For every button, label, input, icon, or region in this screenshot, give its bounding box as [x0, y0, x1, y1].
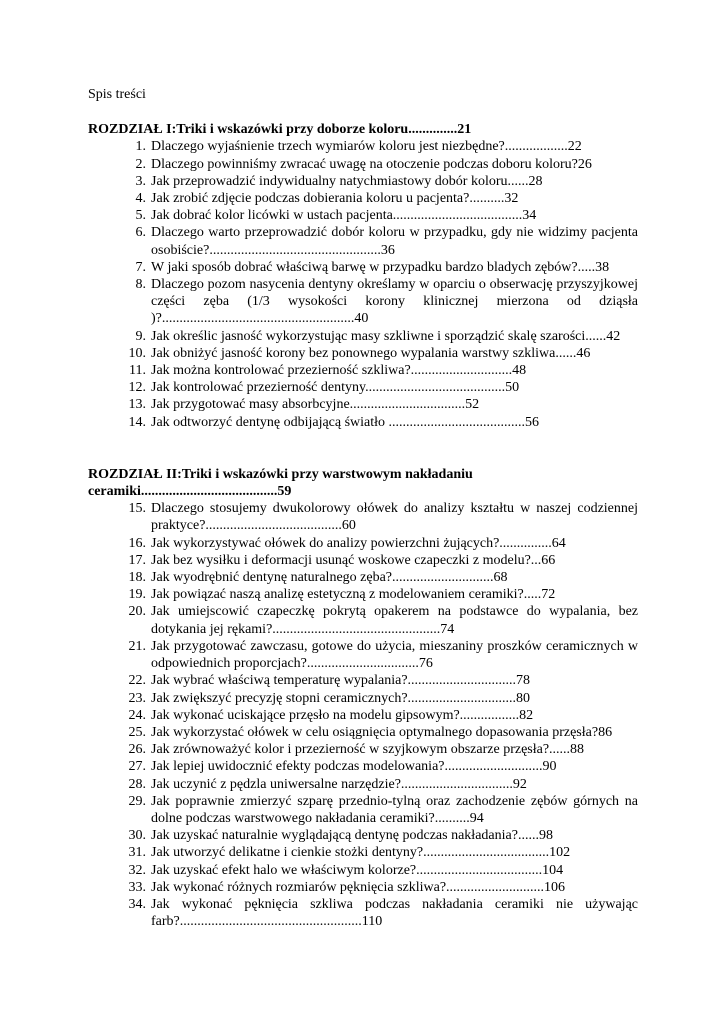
toc-item-number: 32. [128, 862, 146, 878]
toc-item [88, 690, 638, 707]
toc-item-number: 8. [135, 277, 146, 293]
toc-item [88, 259, 638, 276]
toc-item-number: 6. [135, 225, 146, 241]
toc-item [88, 672, 638, 689]
toc-item [88, 345, 638, 362]
toc-item [88, 638, 638, 672]
page-title: Spis treści [88, 87, 146, 102]
toc-item [88, 879, 638, 896]
toc-item-text: W jaki sposób dobrać właściwą barwę w przypadku bardzo bladych zębów?.....38 [151, 259, 610, 275]
toc-item [88, 793, 638, 827]
toc-item-text: Jak przeprowadzić indywidualny natychmiastowy dobór koloru......28 [151, 173, 543, 189]
toc-item [88, 276, 638, 328]
toc-item-text: Jak przygotować masy absorbcyjne.................................52 [151, 397, 480, 413]
toc-item-number: 26. [128, 742, 146, 758]
toc-item-text: Jak lepiej uwidocznić efekty podczas modelowania?............................90 [151, 759, 557, 775]
toc-item [88, 862, 638, 879]
toc-item-text: Jak wykonać różnych rozmiarów pęknięcia szkliwa?............................106 [151, 879, 566, 895]
toc-item-number: 4. [135, 191, 146, 207]
toc-item-number: 1. [135, 139, 146, 155]
toc-item [88, 328, 638, 345]
toc-item-text: Jak uzyskać efekt halo we właściwym kolorze?....................................104 [151, 862, 564, 878]
toc-item [88, 827, 638, 844]
toc-item-text: Jak dobrać kolor licówki w ustach pacjenta.....................................34 [151, 208, 537, 224]
table-of-contents [88, 86, 638, 930]
toc-item [88, 741, 638, 758]
toc-item-text: Jak utworzyć delikatne i cienkie stożki dentyny?....................................102 [151, 845, 571, 861]
toc-item-text: Dlaczego wyjaśnienie trzech wymiarów koloru jest niezbędne?..................22 [151, 139, 582, 155]
toc-item-text: Dlaczego stosujemy dwukolorowy ołówek do analizy kształtu w naszej codziennej praktyce?.......................................60 [151, 501, 638, 534]
toc-item-number: 18. [128, 570, 146, 586]
toc-item-number: 22. [128, 673, 146, 689]
toc-item-text: Jak wykonać pęknięcia szkliwa podczas nakładania ceramiki nie używając farb?....................................................110 [151, 896, 638, 930]
toc-item [88, 844, 638, 861]
toc-item-text: Jak bez wysiłku i deformacji usunąć woskowe czapeczki z modelu?...66 [151, 552, 556, 568]
toc-item-number: 23. [128, 690, 146, 706]
toc-item-number: 16. [128, 535, 146, 551]
toc-item-number: 27. [128, 759, 146, 775]
toc-item [88, 414, 638, 431]
toc-item [88, 586, 638, 603]
toc-item [88, 396, 638, 413]
toc-item-number: 24. [128, 707, 146, 723]
toc-item-number: 7. [135, 259, 146, 275]
toc-item-text: Jak poprawnie zmierzyć szparę przednio-tylną oraz zachodzenie zębów górnych na dolne podczas warstwowego nakładania ceramiki?..........94 [151, 793, 638, 826]
toc-item-number: 17. [128, 552, 146, 568]
toc-item-text: Jak zwiększyć precyzję stopni ceramicznych?...............................80 [151, 690, 531, 706]
toc-item-text: Jak wyodrębnić dentynę naturalnego zęba?.............................68 [151, 570, 508, 586]
toc-item [88, 535, 638, 552]
toc-item [88, 379, 638, 396]
toc-item [88, 707, 638, 724]
toc-item-text: Dlaczego pozom nasycenia dentyny określamy w oparciu o obserwację przyszyjkowej części zęba (1/3 wysokości korony klinicznej mierzona od dziąsła )?.......................................................40 [151, 277, 638, 327]
toc-item-number: 29. [128, 793, 146, 809]
toc-item-number: 3. [135, 173, 146, 189]
chapter-1-list [88, 138, 638, 430]
toc-item-number: 33. [128, 879, 146, 895]
toc-item-number: 20. [128, 604, 146, 620]
toc-item [88, 207, 638, 224]
chapter-heading-1: ROZDZIAŁ I:Triki i wskazówki przy doborze koloru..............21 [88, 122, 472, 138]
toc-item-text: Jak zrobić zdjęcie podczas dobierania koloru u pacjenta?..........32 [151, 191, 519, 207]
toc-item-number: 12. [128, 380, 146, 396]
toc-item-text: Jak uzyskać naturalnie wyglądającą dentynę podczas nakładania?......98 [151, 828, 553, 844]
toc-item-number: 31. [128, 845, 146, 861]
toc-item-number: 14. [128, 414, 146, 430]
toc-item [88, 500, 638, 534]
toc-item-text: Jak powiązać naszą analizę estetyczną z modelowaniem ceramiki?.....72 [151, 587, 556, 603]
toc-item-text: Jak wykonać uciskające przęsło na modelu gipsowym?.................82 [151, 707, 534, 723]
toc-item [88, 362, 638, 379]
toc-item-text: Jak wykorzystać ołówek w celu osiągnięcia optymalnego dopasowania przęsła?86 [151, 724, 613, 740]
toc-item [88, 156, 638, 173]
chapter-2-list [88, 500, 638, 930]
toc-item-number: 30. [128, 828, 146, 844]
toc-item-text: Jak wybrać właściwą temperaturę wypalania?...............................78 [151, 673, 531, 689]
toc-item-number: 9. [135, 328, 146, 344]
toc-item-number: 34. [128, 896, 146, 912]
toc-item [88, 569, 638, 586]
toc-item-number: 2. [135, 156, 146, 172]
toc-item-text: Jak można kontrolować przezierność szkliwa?.............................48 [151, 363, 527, 379]
toc-item [88, 896, 638, 930]
toc-item-number: 28. [128, 776, 146, 792]
toc-item-text: Jak odtworzyć dentynę odbijającą światło .......................................56 [151, 414, 540, 430]
toc-item-text: Jak uczynić z pędzla uniwersalne narzędzie?................................92 [151, 776, 527, 792]
toc-item [88, 758, 638, 775]
toc-item [88, 190, 638, 207]
toc-item-number: 25. [128, 724, 146, 740]
toc-item-number: 10. [128, 345, 146, 361]
toc-item [88, 776, 638, 793]
toc-item-text: Dlaczego powinniśmy zwracać uwagę na otoczenie podczas doboru koloru?26 [151, 156, 592, 172]
toc-item [88, 138, 638, 155]
toc-item-number: 15. [128, 501, 146, 517]
toc-item-text: Jak określic jasność wykorzystując masy szkliwne i sporządzić skalę szarości......42 [151, 328, 621, 344]
toc-item-number: 13. [128, 397, 146, 413]
toc-item-number: 19. [128, 587, 146, 603]
toc-item-text: Dlaczego warto przeprowadzić dobór koloru w przypadku, gdy nie widzimy pacjenta osobiście?.................................................36 [151, 225, 638, 258]
toc-item [88, 552, 638, 569]
toc-item [88, 603, 638, 637]
toc-item-number: 11. [129, 363, 146, 379]
toc-item-text: Jak umiejscowić czapeczkę pokrytą opakerem na podstawce do wypalania, bez dotykania jej rękami?................................................74 [151, 604, 638, 637]
toc-item-text: Jak obniżyć jasność korony bez ponownego wypalania warstwy szkliwa......46 [151, 345, 591, 361]
toc-item [88, 724, 638, 741]
toc-item-number: 21. [128, 638, 146, 654]
toc-item [88, 173, 638, 190]
toc-item-text: Jak wykorzystywać ołówek do analizy powierzchni żujących?...............64 [151, 535, 566, 551]
toc-item-text: Jak kontrolować przezierność dentyny........................................50 [151, 380, 520, 396]
chapter-heading-2: ROZDZIAŁ II:Triki i wskazówki przy warstwowym nakładaniu ceramiki.......................................59 [88, 466, 473, 500]
toc-item [88, 224, 638, 258]
toc-item-number: 5. [135, 208, 146, 224]
toc-item-text: Jak zrównoważyć kolor i przezierność w szyjkowym obszarze przęsła?......88 [151, 742, 585, 758]
toc-item-text: Jak przygotować zawczasu, gotowe do użycia, mieszaniny proszków ceramicznych w odpowiednich proporcjach?................................76 [151, 638, 638, 672]
